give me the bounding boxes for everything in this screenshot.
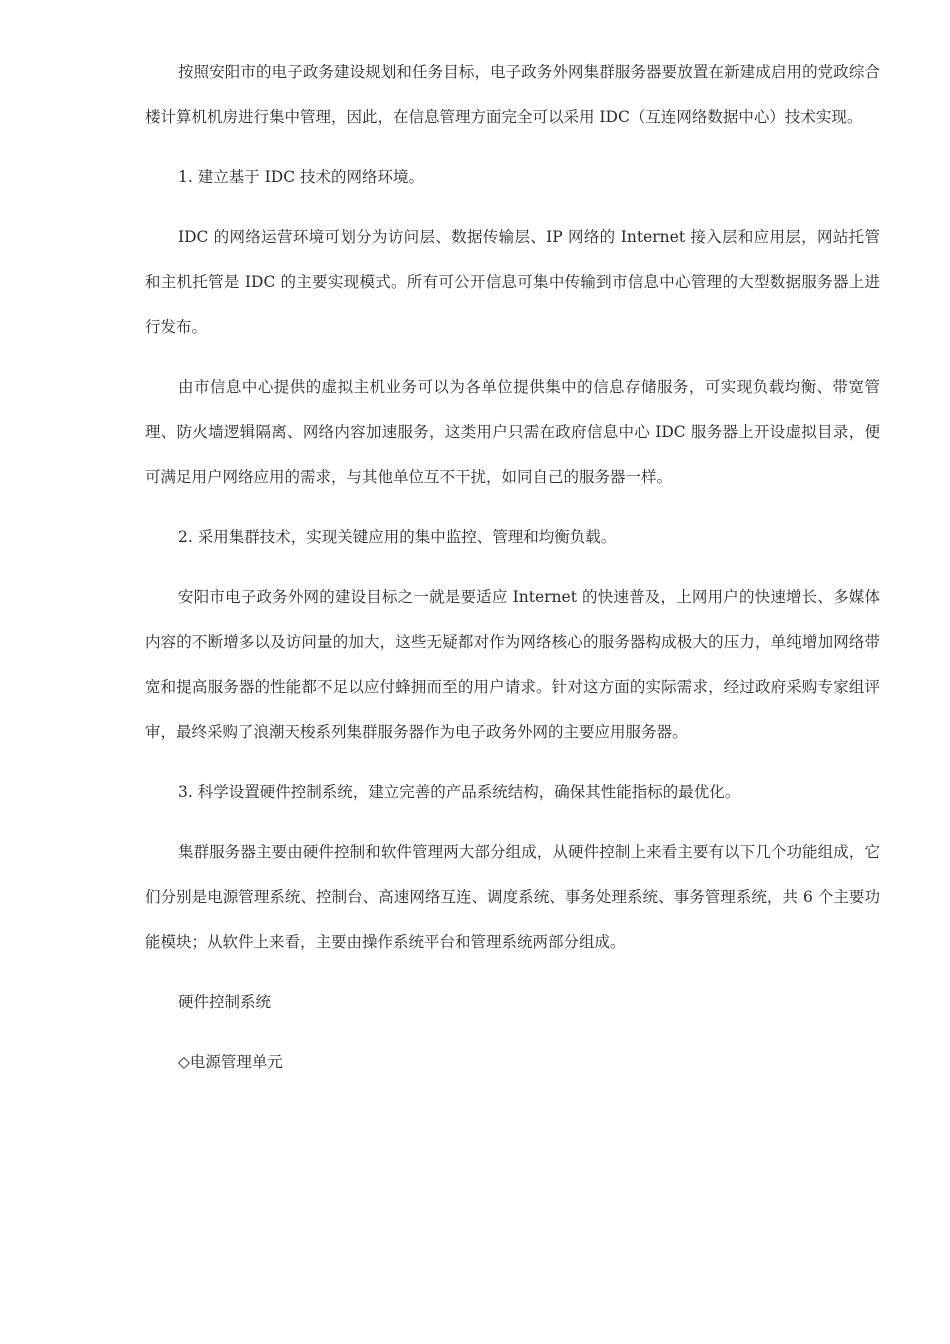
document-body <box>145 50 880 1100</box>
section-1-heading: 1. 建立基于 IDC 技术的网络环境。 <box>178 168 424 186</box>
idc-environment-paragraph: IDC 的网络运营环境可划分为访问层、数据传输层、IP 网络的 Internet 接入层和应用层，网站托管和主机托管是 IDC 的主要实现模式。所有可公开信息可集中传输到市信息中心管理的大型数据服务器上进行发布。 <box>145 228 880 336</box>
cluster-composition-paragraph: 集群服务器主要由硬件控制和软件管理两大部分组成，从硬件控制上来看主要有以下几个功能组成，它们分别是电源管理系统、控制台、高速网络互连、调度系统、事务处理系统、事务管理系统，共 6 个主要功能模块；从软件上来看，主要由操作系统平台和管理系统两部分组成。 <box>145 843 880 951</box>
cluster-goal-paragraph: 安阳市电子政务外网的建设目标之一就是要适应 Internet 的快速普及，上网用户的快速增长、多媒体内容的不断增多以及访问量的加大，这些无疑都对作为网络核心的服务器构成极大的压力，单纯增加网络带宽和提高服务器的性能都不足以应付蜂拥而至的用户请求。针对这方面的实际需求，经过政府采购专家组评审，最终采购了浪潮天梭系列集群服务器作为电子政务外网的主要应用服务器。 <box>145 588 880 741</box>
intro-paragraph: 按照安阳市的电子政务建设规划和任务目标，电子政务外网集群服务器要放置在新建成启用的党政综合楼计算机机房进行集中管理，因此，在信息管理方面完全可以采用 IDC（互连网络数据中心）技术实现。 <box>145 63 880 126</box>
power-management-item: ◇电源管理单元 <box>178 1053 283 1071</box>
virtual-host-paragraph: 由市信息中心提供的虚拟主机业务可以为各单位提供集中的信息存储服务，可实现负载均衡、带宽管理、防火墙逻辑隔离、网络内容加速服务，这类用户只需在政府信息中心 IDC 服务器上开设虚拟目录，便可满足用户网络应用的需求，与其他单位互不干扰，如同自己的服务器一样。 <box>145 378 880 486</box>
section-2-heading: 2. 采用集群技术，实现关键应用的集中监控、管理和均衡负载。 <box>178 528 617 546</box>
section-3-heading: 3. 科学设置硬件控制系统，建立完善的产品系统结构，确保其性能指标的最优化。 <box>178 783 741 801</box>
hardware-control-heading: 硬件控制系统 <box>178 993 272 1011</box>
